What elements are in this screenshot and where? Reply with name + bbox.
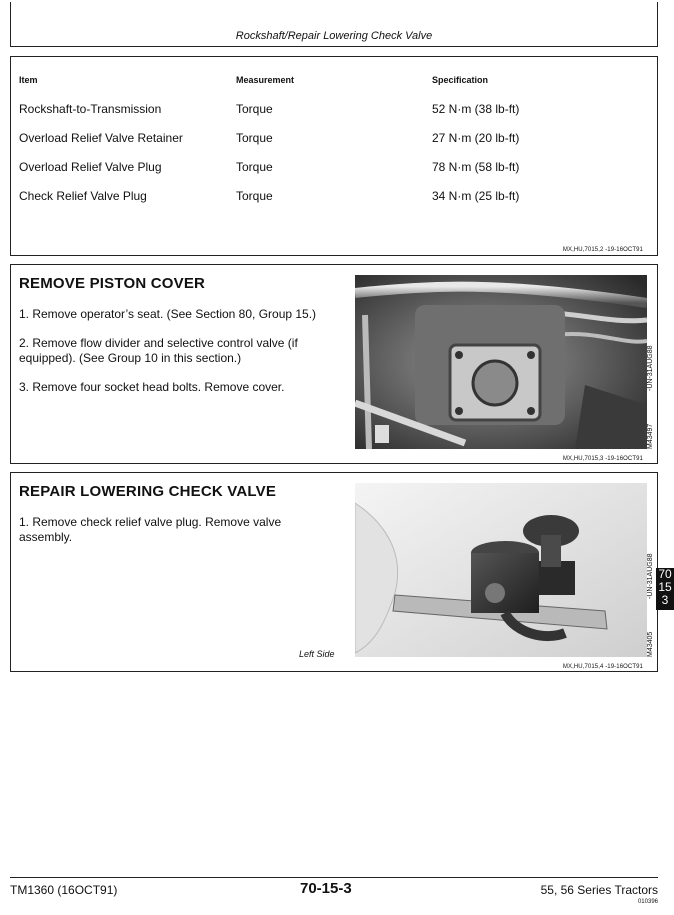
photo-illustration [355, 483, 647, 657]
table-cell-measurement: Torque [236, 189, 273, 203]
table-cell-specification: 78 N·m (58 lb-ft) [432, 160, 520, 174]
spec-table [10, 56, 658, 256]
tab-line: 70 [658, 567, 672, 581]
step-text: 2. Remove flow divider and selective control valve (if equipped). (See Group 10 in this section.) [19, 336, 298, 365]
photo-code-top: -UN-31AUG88 [647, 553, 654, 599]
step-text: 3. Remove four socket head bolts. Remove cover. [19, 380, 285, 394]
piston-cover-photo [355, 275, 647, 449]
table-cell-item: Check Relief Valve Plug [19, 189, 147, 203]
section-title: REPAIR LOWERING CHECK VALVE [19, 483, 277, 500]
footer-rule [10, 877, 658, 878]
check-valve-photo [355, 483, 647, 657]
reference-code: MX,HU,7015,3 -19-16OCT91 [562, 456, 643, 462]
photo-code-top: -UN-31AUG88 [647, 345, 654, 391]
tab-line: 15 [658, 580, 672, 594]
section-tab [656, 568, 674, 610]
header-specification: Specification [432, 75, 489, 85]
table-cell-measurement: Torque [236, 102, 273, 116]
footer-code: 010396 [637, 899, 658, 905]
step-text: 1. Remove operator’s seat. (See Section 80, Group 15.) [19, 307, 317, 321]
step-text: 1. Remove check relief valve plug. Remove valve assembly. [19, 515, 282, 544]
table-cell-measurement: Torque [236, 131, 273, 145]
table-cell-measurement: Torque [236, 160, 273, 174]
section-repair-lowering-check-valve [10, 472, 658, 672]
photo-code-bottom: M43405 [647, 631, 654, 657]
table-cell-item: Rockshaft-to-Transmission [19, 102, 162, 116]
table-cell-specification: 52 N·m (38 lb-ft) [432, 102, 520, 116]
header-item: Item [19, 75, 38, 85]
table-cell-item: Overload Relief Valve Retainer [19, 131, 183, 145]
footer-manual-id: TM1360 (16OCT91) [10, 883, 118, 897]
reference-code: MX,HU,7015,4 -19-16OCT91 [562, 664, 643, 670]
footer-page-number: 70-15-3 [300, 880, 352, 897]
table-cell-specification: 27 N·m (20 lb-ft) [432, 131, 520, 145]
footer-product: 55, 56 Series Tractors [540, 883, 658, 897]
title-bar [10, 2, 658, 47]
reference-code: MX,HU,7015,2 -19-16OCT91 [562, 247, 643, 253]
table-cell-item: Overload Relief Valve Plug [19, 160, 162, 174]
photo-code-bottom: M43497 [647, 423, 654, 449]
header-measurement: Measurement [236, 75, 295, 85]
section-remove-piston-cover [10, 264, 658, 464]
table-cell-specification: 34 N·m (25 lb-ft) [432, 189, 520, 203]
photo-caption: Left Side [299, 649, 335, 659]
page-title: Rockshaft/Repair Lowering Check Valve [235, 30, 433, 42]
section-title: REMOVE PISTON COVER [19, 275, 206, 292]
tab-line: 3 [661, 593, 669, 607]
photo-illustration [355, 275, 647, 449]
